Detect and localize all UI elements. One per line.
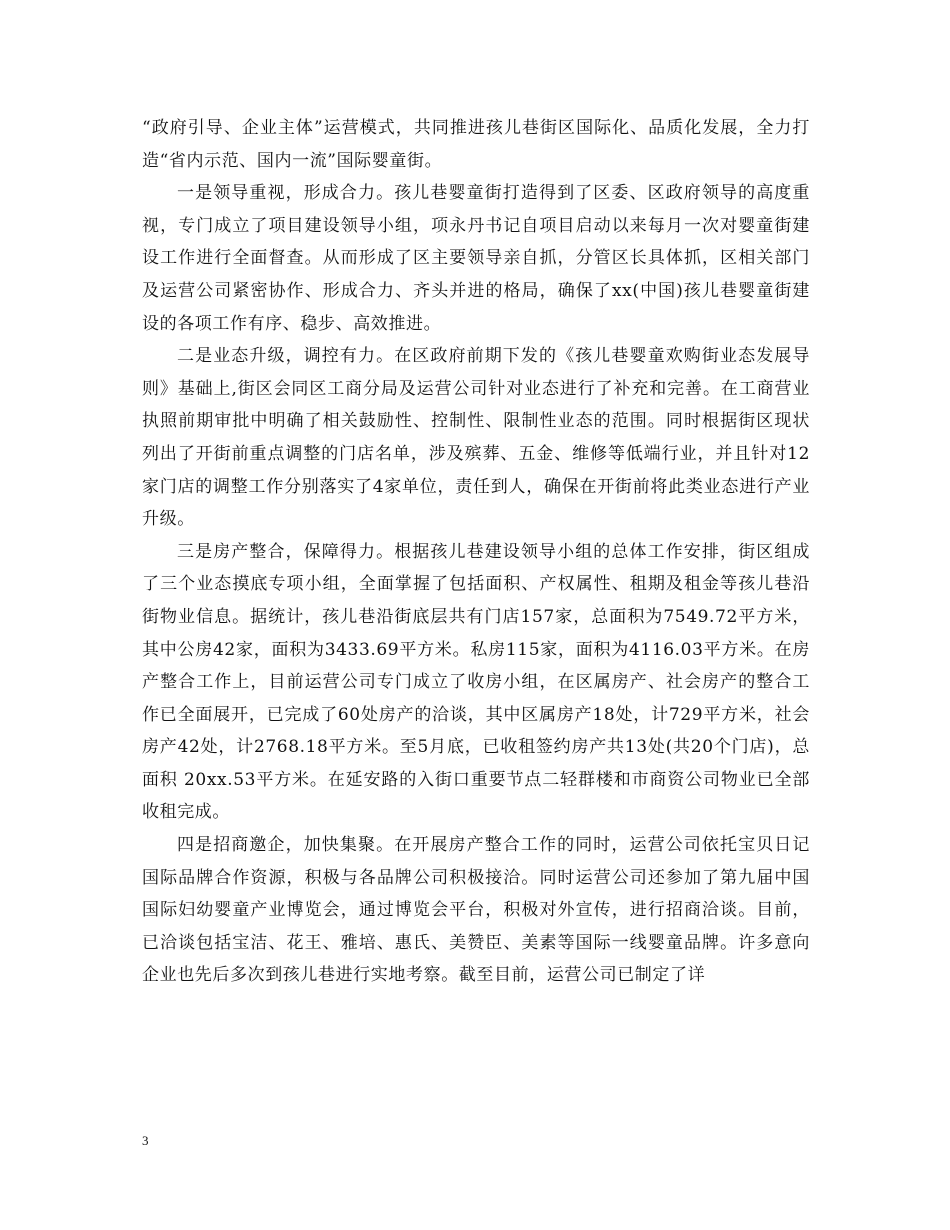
paragraph-intro: “政府引导、企业主体”运营模式，共同推进孩儿巷街区国际化、品质化发展，全力打造“省内示范、国内一流”国际婴童街。 (142, 118, 810, 171)
paragraph-investment: 四是招商邀企，加快集聚。在开展房产整合工作的同时，运营公司依托宝贝日记国际品牌合作资源，积极与各品牌公司积极接洽。同时运营公司还参加了第九届中国国际妇幼婴童产业博览会，通过博览会平台，积极对外宣传，进行招商洽谈。目前，已洽谈包括宝洁、花王、雅培、惠氏、美赞臣、美素等国际一线婴童品牌。许多意向企业也先后多次到孩儿巷进行实地考察。截至目前，运营公司已制定了详 (142, 835, 810, 986)
paragraph-business-upgrade: 二是业态升级，调控有力。在区政府前期下发的《孩儿巷婴童欢购街业态发展导则》基础上,街区会同区工商分局及运营公司针对业态进行了补充和完善。在工商营业执照前期审批中明确了相关鼓励性、控制性、限制性业态的范围。同时根据街区现状列出了开街前重点调整的门店名单，涉及殡葬、五金、维修等低端行业，并且针对12家门店的调整工作分别落实了4家单位，责任到人，确保在开街前将此类业态进行产业升级。 (142, 346, 810, 530)
page-number: 3 (142, 1133, 149, 1148)
paragraph-property-integration: 三是房产整合，保障得力。根据孩儿巷建设领导小组的总体工作安排，街区组成了三个业态摸底专项小组，全面掌握了包括面积、产权属性、租期及租金等孩儿巷沿街物业信息。据统计，孩儿巷沿街底层共有门店157家，总面积为7549.72平方米，其中公房42家，面积为3433.69平方米。私房115家，面积为4116.03平方米。在房产整合工作上，目前运营公司专门成立了收房小组，在区属房产、社会房产的整合工作已全面展开，已完成了60处房产的洽谈，其中区属房产18处，计729平方米，社会房产42处，计2768.18平方米。至5月底，已收租签约房产共13处(共20个门店)，总面积 20xx.53平方米。在延安路的入街口重要节点二轻群楼和市商资公司物业已全部收租完成。 (142, 541, 810, 823)
paragraph-leadership: 一是领导重视，形成合力。孩儿巷婴童街打造得到了区委、区政府领导的高度重视，专门成立了项目建设领导小组，项永丹书记自项目启动以来每月一次对婴童街建设工作进行全面督查。从而形成了区主要领导亲自抓，分管区长具体抓，区相关部门及运营公司紧密协作、形成合力、齐头并进的格局，确保了xx(中国)孩儿巷婴童街建设的各项工作有序、稳步、高效推进。 (142, 183, 810, 334)
document-body (142, 112, 810, 992)
